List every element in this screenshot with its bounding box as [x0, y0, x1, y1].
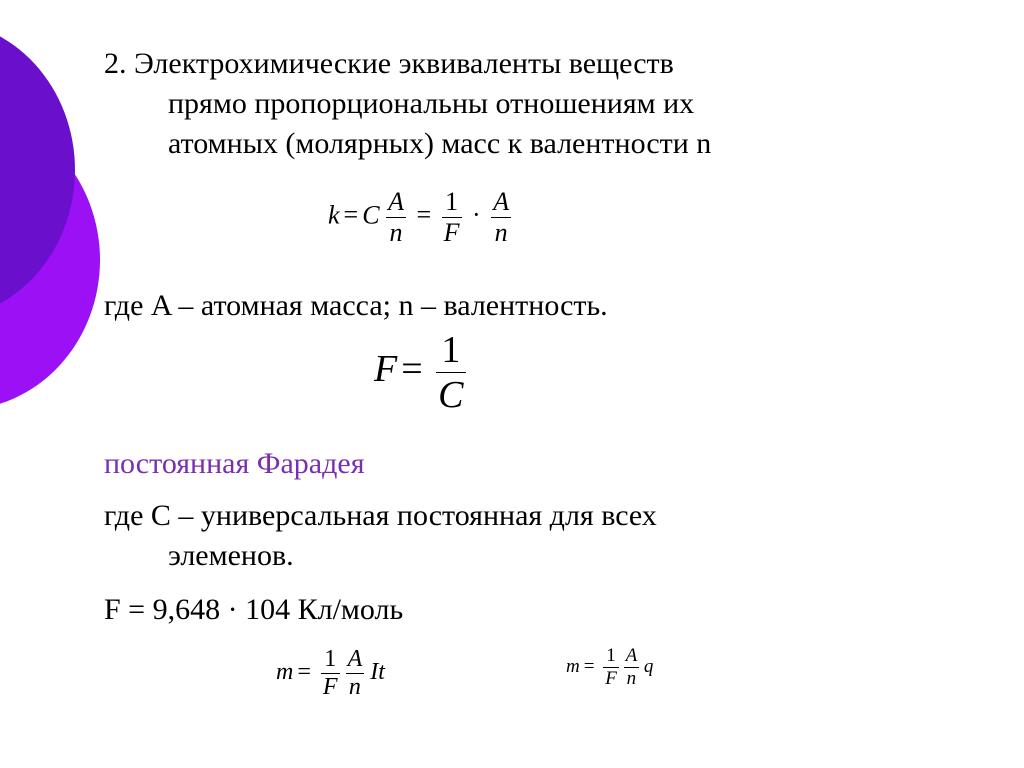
fraction-numerator: A: [388, 187, 404, 216]
fraction: [603, 645, 619, 690]
faraday-value: F = 9,648 · 104 Кл/моль: [104, 593, 404, 626]
formula-op: =: [583, 655, 595, 677]
formula-var: C: [362, 200, 380, 230]
fraction: [491, 187, 511, 248]
fraction: [442, 187, 462, 248]
fraction: [321, 646, 340, 701]
formula-var: m: [566, 655, 580, 677]
fraction-numerator: A: [493, 187, 510, 216]
fraction: [624, 645, 640, 690]
paragraph-where-c: [104, 496, 657, 576]
text-line: 2. Электрохимические эквиваленты веществ: [104, 47, 674, 80]
fraction: [436, 328, 465, 417]
formula-var: m: [276, 659, 294, 686]
fraction-denominator: F: [322, 674, 338, 700]
fraction-denominator: n: [626, 668, 637, 689]
fraction-denominator: n: [389, 218, 403, 247]
formula-op: ·: [472, 200, 481, 230]
formula-op: =: [401, 348, 423, 391]
fraction-numerator: A: [347, 646, 363, 672]
formula-op: =: [416, 200, 432, 230]
formula-m-q: [566, 645, 653, 690]
fraction-numerator: 1: [436, 328, 465, 373]
formula-var: k: [328, 200, 340, 230]
fraction-numerator: 1: [603, 645, 619, 668]
fraction-numerator: 1: [321, 646, 340, 674]
fraction-denominator: F: [443, 218, 460, 247]
text-line: атомных (молярных) масс к валентности n: [168, 127, 712, 160]
fraction-denominator: n: [348, 674, 361, 700]
fraction-denominator: n: [494, 218, 508, 247]
formula-var: q: [643, 655, 654, 677]
fraction-numerator: A: [625, 645, 638, 666]
formula-m-it: [276, 646, 385, 701]
text-line: прямо пропорциональны отношениям их: [168, 87, 695, 120]
fraction: [346, 646, 365, 701]
text-line: элеменов.: [168, 539, 294, 572]
text-line: где C – универсальная постоянная для всех: [104, 499, 657, 532]
fraction-denominator: C: [438, 374, 464, 416]
formula-k: [328, 187, 511, 248]
formula-var: It: [370, 659, 385, 686]
paragraph-electrochemical-equivalents: [104, 44, 711, 164]
fraction-denominator: F: [605, 668, 617, 689]
faraday-constant-label: постоянная Фарадея: [104, 447, 365, 480]
formula-op: =: [297, 659, 311, 686]
fraction-numerator: 1: [442, 187, 462, 218]
formula-f: [374, 328, 466, 417]
paragraph-where-a: где A – атомная масса; n – валентность.: [104, 289, 608, 322]
formula-op: =: [343, 200, 359, 230]
fraction: [386, 187, 406, 248]
formula-var: F: [374, 348, 398, 391]
